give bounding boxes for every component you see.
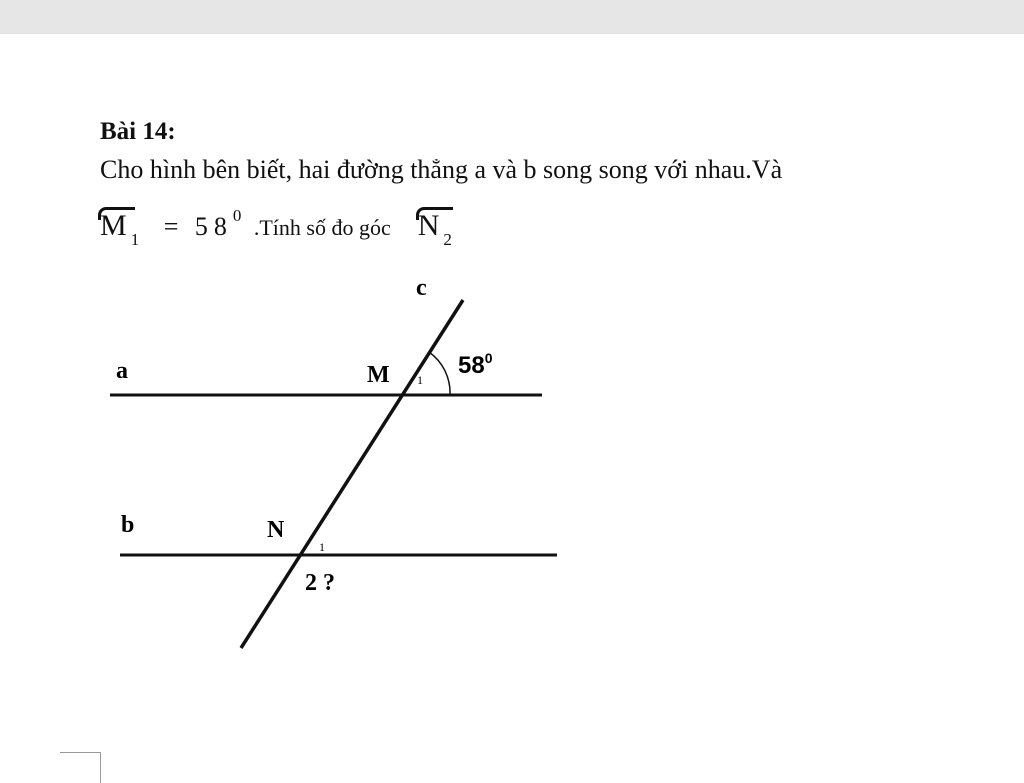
degree-marker: 0 [232,206,242,225]
angle-n1-index-label: 1 [319,540,325,554]
question-text: .Tính số đo góc [253,215,391,240]
point-m-label: M [367,362,390,388]
point-n-label: N [267,517,285,543]
angle-n-letter: N [417,209,440,242]
angle-arc-m1 [429,352,450,395]
transversal-label: c [416,275,427,301]
angle-m-letter: M [100,209,127,242]
problem-statement: Cho hình bên biết, hai đường thẳng a và b song song với nhau.Và [100,155,783,184]
angle-m-index: 1 [130,230,140,249]
angle-n2-question-label: 2 ? [305,570,335,596]
angle-value: 58 [194,212,233,241]
angle-m-index-label: 1 [417,373,423,387]
equals-sign: = [163,212,179,241]
angle-m-value: 58 [458,352,485,379]
page-corner-mark [60,752,101,783]
angle-m-value-label [458,350,493,379]
angle-n-index: 2 [443,230,452,249]
line-b-label: b [121,512,135,538]
exercise-title: Bài 14: [100,118,176,145]
line-a-label: a [116,358,128,384]
angle-m-degree: 0 [484,350,493,366]
